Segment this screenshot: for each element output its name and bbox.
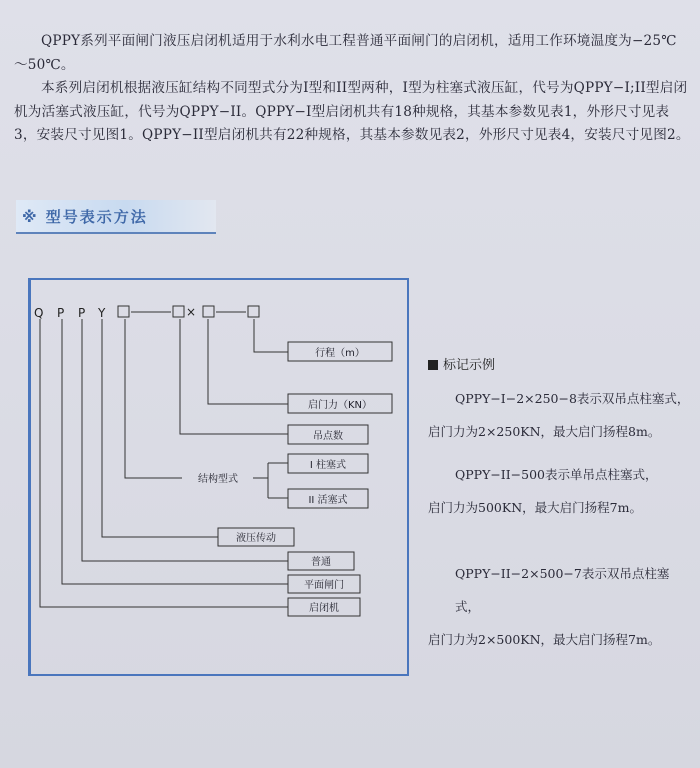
example-3-line-2: 启门力为2×500KN，最大启门扬程7m。 <box>428 632 661 647</box>
label-type-1: I 柱塞式 <box>309 460 347 471</box>
example-item-1 <box>428 382 693 448</box>
examples-heading-text: 标记示例 <box>443 358 496 373</box>
section-heading-title: ※ 型号表示方法 <box>22 208 148 226</box>
square-bullet-icon <box>428 360 438 370</box>
code-letter-p1: P <box>57 306 65 320</box>
examples-heading <box>428 354 495 373</box>
example-2-line-1: QPPY−II−500表示单吊点柱塞式， <box>455 467 658 482</box>
label-plane-gate: 平面闸门 <box>304 580 344 591</box>
connector-lines <box>40 319 288 607</box>
example-1-line-2: 启门力为2×250KN，最大启门扬程8m。 <box>428 424 661 439</box>
multiply-sign: × <box>186 305 197 319</box>
placeholder-box-force <box>203 306 214 317</box>
intro-paragraph-2: 本系列启闭机根据液压缸结构不同型式分为I型和II型两种，I型为柱塞式液压缸，代号为QPPY−I;II型启闭机为活塞式液压缸，代号为QPPY−II。QPPY−I型启闭机共有18种规格，其基本参数见表1，外形尺寸见表3，安装尺寸见图1。QPPY−II型启闭机共有22种规格，其基本参数见表2，外形尺寸见表4，安装尺寸见图2。 <box>14 80 690 143</box>
example-item-3 <box>428 557 693 656</box>
label-hydraulic-drive: 液压传动 <box>236 533 276 544</box>
label-hoist: 启闭机 <box>309 603 339 614</box>
placeholder-box-structure <box>118 306 129 317</box>
label-hoist-points: 吊点数 <box>313 431 343 442</box>
example-2-line-2: 启门力为500KN，最大启门扬程7m。 <box>428 500 642 515</box>
label-stroke: 行程（m） <box>315 348 365 359</box>
label-ordinary: 普通 <box>311 557 331 568</box>
code-letter-p2: P <box>78 306 86 320</box>
code-letter-q: Q <box>34 306 44 320</box>
placeholder-box-points <box>173 306 184 317</box>
placeholder-box-stroke <box>248 306 259 317</box>
example-3-line-1: QPPY−II−2×500−7表示双吊点柱塞式， <box>455 566 670 614</box>
example-item-2 <box>428 458 693 524</box>
intro-paragraph-1: QPPY系列平面闸门液压启闭机适用于水利水电工程普通平面闸门的启闭机，适用工作环境温度为−25℃～50℃。 <box>14 33 677 73</box>
code-letter-y: Y <box>98 306 106 320</box>
example-1-line-1: QPPY−I−2×250−8表示双吊点柱塞式， <box>455 391 690 406</box>
label-structure-type: 结构型式 <box>198 474 238 485</box>
label-type-2: II 活塞式 <box>308 495 348 506</box>
label-hoist-force: 启门力（KN） <box>307 400 373 411</box>
